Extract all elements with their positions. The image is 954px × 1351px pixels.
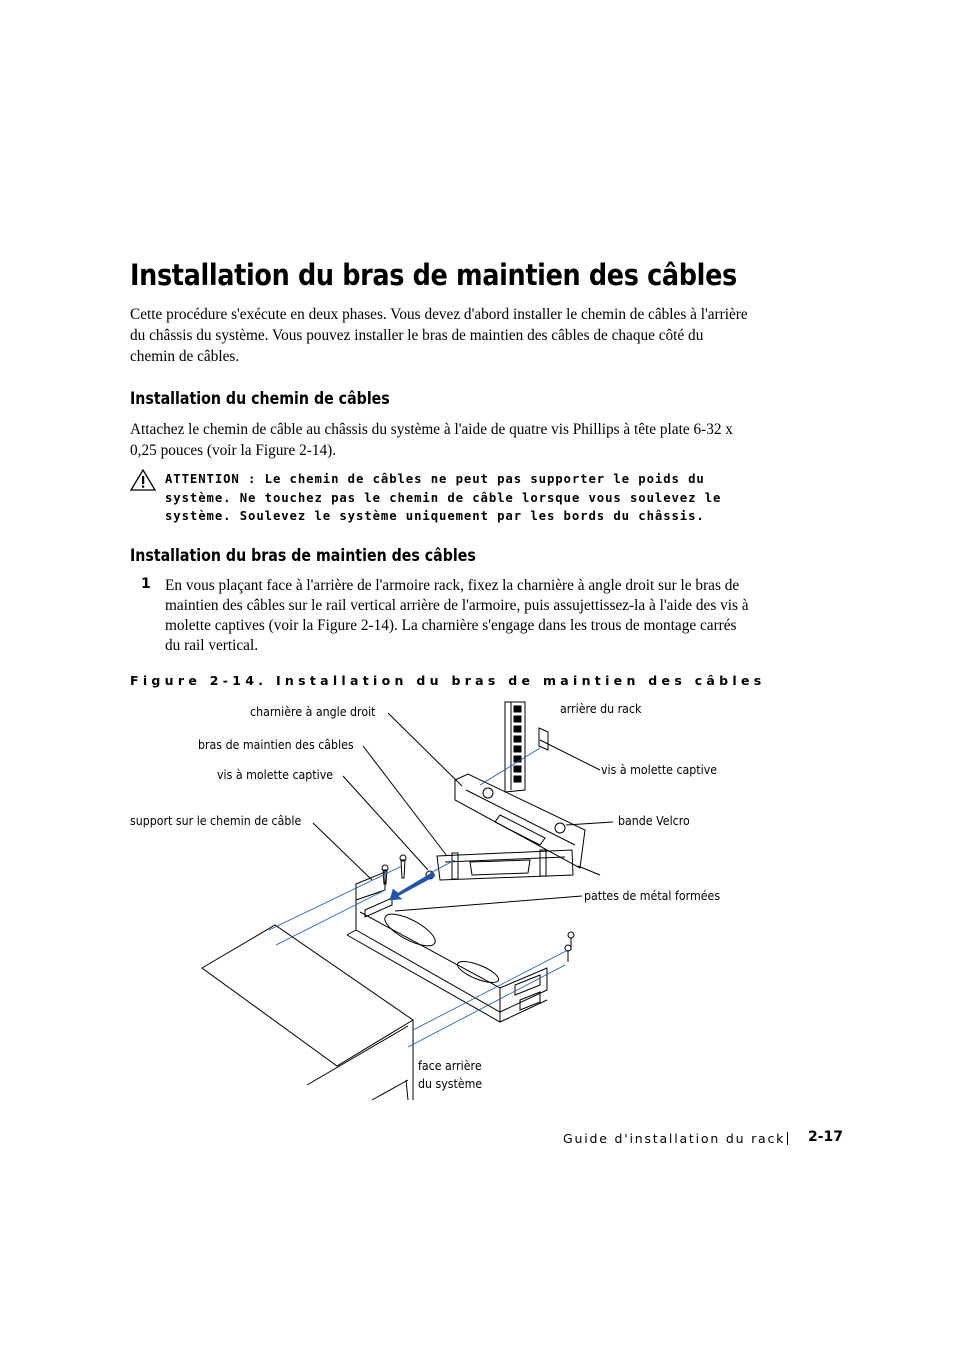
- section-title-cable-arm: Installation du bras de maintien des câbles: [130, 546, 476, 565]
- label-arm: bras de maintien des câbles: [198, 738, 354, 752]
- cable-arm-illustration: [0, 690, 954, 1110]
- intro-paragraph: Cette procédure s'exécute en deux phases. Vous devez d'abord installer le chemin de câbles à l'arrière du châssis du système. Vous pouvez installer le bras de maintien des câbles de chaque côté du chemin de câbles.: [130, 306, 748, 365]
- step-text: En vous plaçant face à l'arrière de l'armoire rack, fixez la charnière à angle droit sur le bras de maintien des câbles sur le rail vertical arrière de l'armoire, puis assujettissez-la à l'aide des vis à molette captives (voir la Figure 2-14). La charnière s'engage dans les trous de montage carrés du rail vertical.: [165, 577, 749, 654]
- label-bracket: support sur le chemin de câble: [130, 814, 302, 828]
- rack-rail: [505, 702, 548, 792]
- system-chassis: [202, 925, 413, 1066]
- label-thumbscrew-left: vis à molette captive: [217, 768, 334, 782]
- footer-guide-title: Guide d'installation du rack: [563, 1131, 786, 1146]
- page-heading: Installation du bras de maintien des câbles: [130, 258, 737, 292]
- section-title-cable-tray: Installation du chemin de câbles: [130, 389, 390, 408]
- footer-separator: [787, 1132, 788, 1145]
- label-velcro: bande Velcro: [618, 814, 690, 828]
- label-tabs: pattes de métal formées: [584, 889, 721, 903]
- step-number: 1: [141, 576, 151, 592]
- cable-tray-bracket: [347, 872, 547, 1022]
- label-thumbscrew-right: vis à molette captive: [601, 763, 718, 777]
- install-arrow: [390, 872, 435, 900]
- caution-notice: ATTENTION : Le chemin de câbles ne peut pas supporter le poids du système. Ne touchez pas le chemin de câble lorsque vous soulevez le système. Soulevez le système uniquement par les bords du châssis.: [165, 472, 722, 523]
- cable-tray-paragraph: Attachez le chemin de câble au châssis du système à l'aide de quatre vis Phillips à tête plate 6-32 x 0,25 pouces (voir la Figure 2-14).: [130, 421, 733, 459]
- callout-lines: [313, 713, 613, 911]
- warning-triangle-icon: [130, 469, 156, 491]
- label-rear-face-line1: face arrière: [418, 1059, 482, 1073]
- label-rack-rear: arrière du rack: [560, 702, 642, 716]
- label-hinge: charnière à angle droit: [250, 705, 376, 719]
- screws: [382, 855, 574, 962]
- figure-caption: Figure 2-14. Installation du bras de maintien des câbles: [130, 673, 766, 688]
- alignment-lines: [269, 748, 568, 1047]
- page-number: 2-17: [808, 1129, 844, 1145]
- label-rear-face-line2: du système: [418, 1077, 483, 1091]
- cable-management-arm: [437, 774, 600, 880]
